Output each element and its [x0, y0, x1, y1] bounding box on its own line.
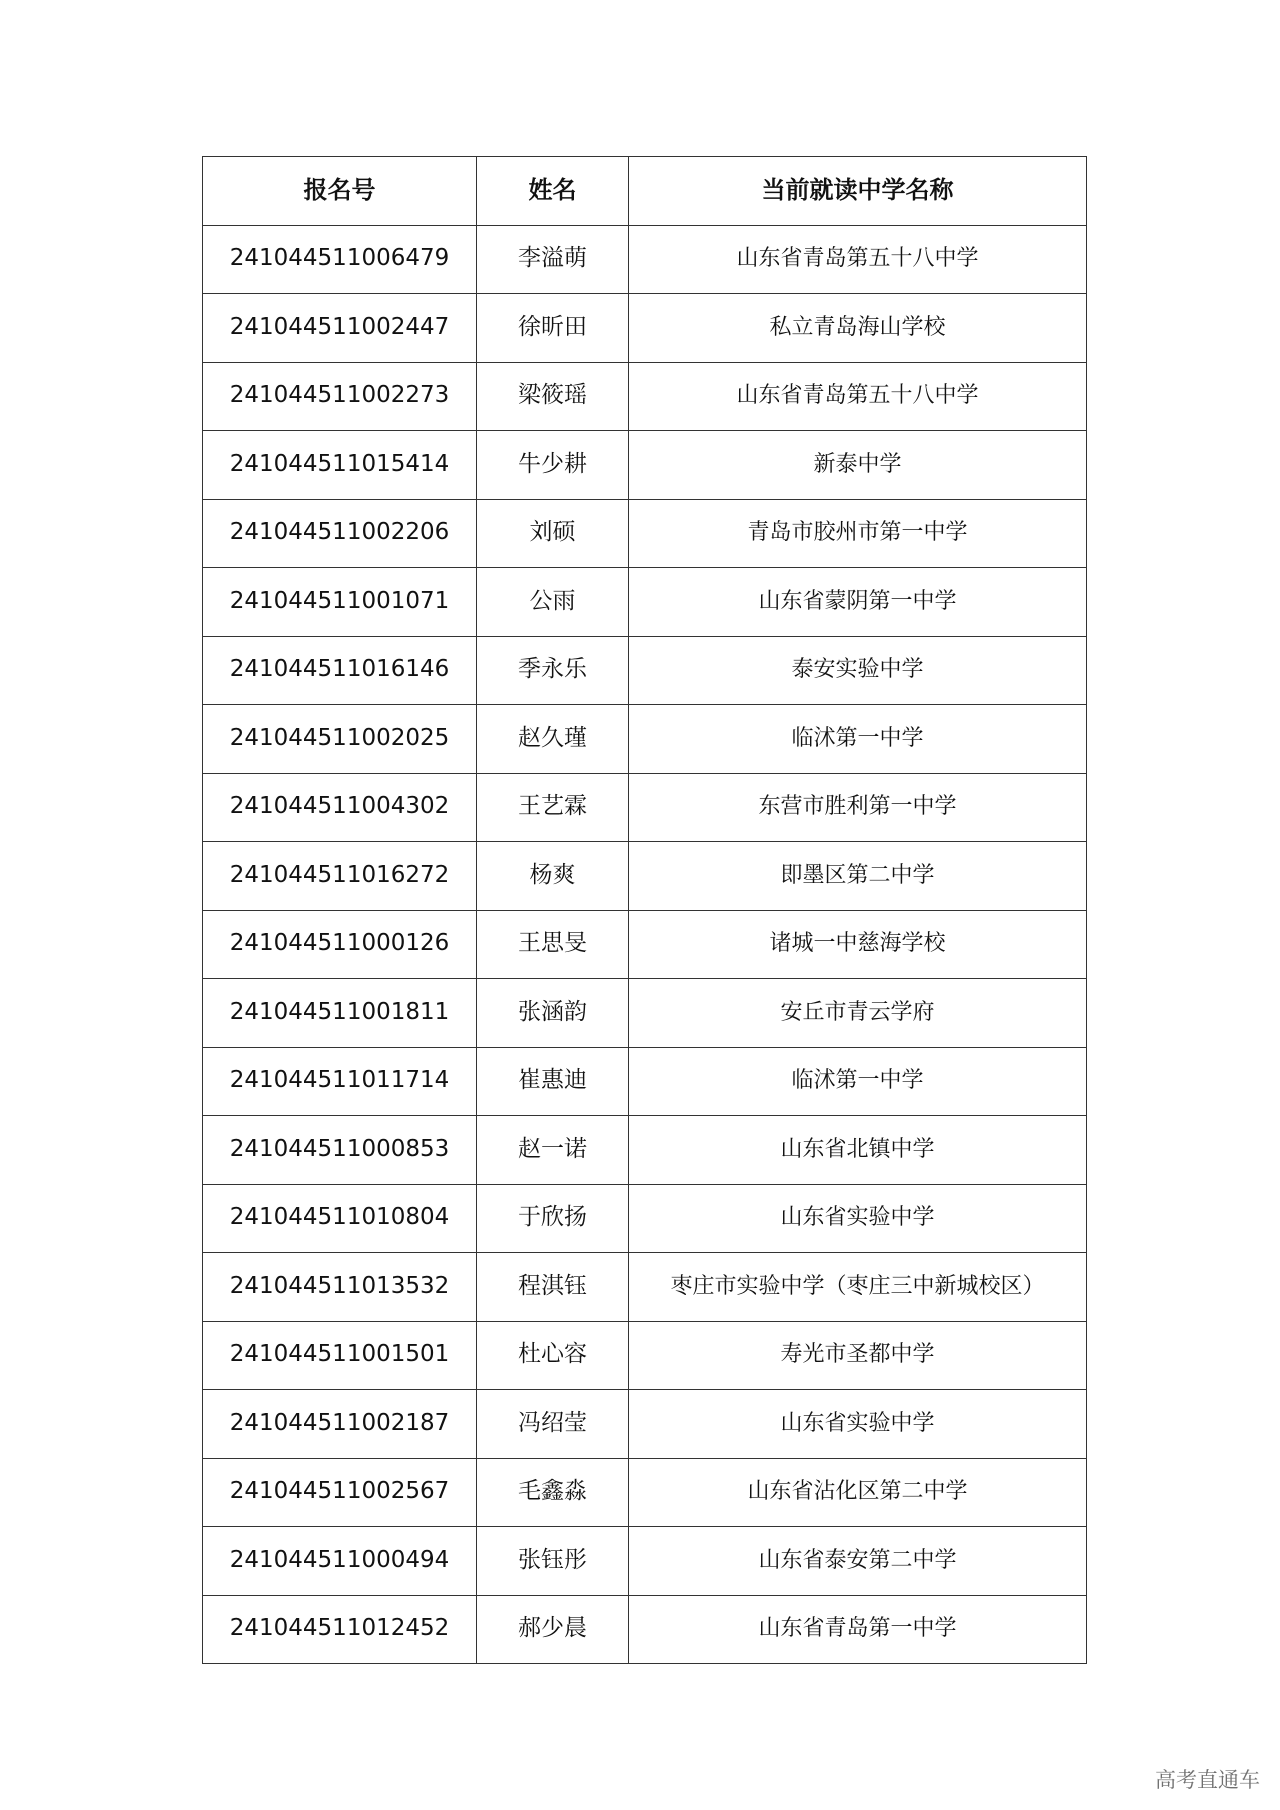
table-header-row — [203, 157, 1087, 226]
cell-school-name: 安丘市青云学府 — [629, 979, 1087, 1048]
table-row — [203, 1390, 1087, 1459]
cell-registration-number: 241044511002206 — [203, 499, 477, 568]
header-name: 姓名 — [477, 157, 629, 226]
cell-school-name: 新泰中学 — [629, 431, 1087, 500]
cell-registration-number: 241044511011714 — [203, 1047, 477, 1116]
cell-registration-number: 241044511016272 — [203, 842, 477, 911]
table-row — [203, 1116, 1087, 1185]
cell-student-name: 杨爽 — [477, 842, 629, 911]
cell-student-name: 于欣扬 — [477, 1184, 629, 1253]
cell-registration-number: 241044511006479 — [203, 225, 477, 294]
cell-school-name: 东营市胜利第一中学 — [629, 773, 1087, 842]
table-row — [203, 362, 1087, 431]
cell-student-name: 李溢萌 — [477, 225, 629, 294]
cell-registration-number: 241044511001501 — [203, 1321, 477, 1390]
table-row — [203, 705, 1087, 774]
cell-registration-number: 241044511001071 — [203, 568, 477, 637]
cell-school-name: 泰安实验中学 — [629, 636, 1087, 705]
cell-school-name: 临沭第一中学 — [629, 1047, 1087, 1116]
table-row — [203, 1595, 1087, 1664]
cell-school-name: 诸城一中慈海学校 — [629, 910, 1087, 979]
cell-school-name: 山东省泰安第二中学 — [629, 1527, 1087, 1596]
cell-school-name: 山东省实验中学 — [629, 1184, 1087, 1253]
table-row — [203, 842, 1087, 911]
table-row — [203, 1047, 1087, 1116]
cell-student-name: 刘硕 — [477, 499, 629, 568]
cell-school-name: 青岛市胶州市第一中学 — [629, 499, 1087, 568]
cell-student-name: 张涵韵 — [477, 979, 629, 1048]
table-row — [203, 910, 1087, 979]
cell-student-name: 毛鑫淼 — [477, 1458, 629, 1527]
cell-school-name: 临沭第一中学 — [629, 705, 1087, 774]
cell-student-name: 季永乐 — [477, 636, 629, 705]
header-school: 当前就读中学名称 — [629, 157, 1087, 226]
admission-roster-table — [202, 156, 1087, 1664]
table-body — [203, 225, 1087, 1664]
cell-registration-number: 241044511004302 — [203, 773, 477, 842]
cell-school-name: 枣庄市实验中学（枣庄三中新城校区） — [629, 1253, 1087, 1322]
cell-school-name: 山东省沾化区第二中学 — [629, 1458, 1087, 1527]
cell-school-name: 即墨区第二中学 — [629, 842, 1087, 911]
cell-registration-number: 241044511000126 — [203, 910, 477, 979]
cell-registration-number: 241044511012452 — [203, 1595, 477, 1664]
cell-registration-number: 241044511000494 — [203, 1527, 477, 1596]
cell-student-name: 赵久瑾 — [477, 705, 629, 774]
cell-school-name: 私立青岛海山学校 — [629, 294, 1087, 363]
table-row — [203, 979, 1087, 1048]
cell-school-name: 山东省实验中学 — [629, 1390, 1087, 1459]
cell-registration-number: 241044511002567 — [203, 1458, 477, 1527]
cell-student-name: 王思旻 — [477, 910, 629, 979]
cell-registration-number: 241044511015414 — [203, 431, 477, 500]
cell-student-name: 程淇钰 — [477, 1253, 629, 1322]
cell-registration-number: 241044511010804 — [203, 1184, 477, 1253]
cell-student-name: 牛少耕 — [477, 431, 629, 500]
cell-registration-number: 241044511013532 — [203, 1253, 477, 1322]
cell-student-name: 公雨 — [477, 568, 629, 637]
header-registration-number: 报名号 — [203, 157, 477, 226]
cell-school-name: 寿光市圣都中学 — [629, 1321, 1087, 1390]
cell-student-name: 赵一诺 — [477, 1116, 629, 1185]
cell-registration-number: 241044511000853 — [203, 1116, 477, 1185]
cell-registration-number: 241044511001811 — [203, 979, 477, 1048]
cell-school-name: 山东省青岛第一中学 — [629, 1595, 1087, 1664]
table-row — [203, 1527, 1087, 1596]
cell-student-name: 梁筱瑶 — [477, 362, 629, 431]
table-row — [203, 1184, 1087, 1253]
cell-student-name: 王艺霖 — [477, 773, 629, 842]
cell-registration-number: 241044511002187 — [203, 1390, 477, 1459]
cell-student-name: 崔惠迪 — [477, 1047, 629, 1116]
cell-student-name: 杜心容 — [477, 1321, 629, 1390]
cell-registration-number: 241044511016146 — [203, 636, 477, 705]
cell-student-name: 徐昕田 — [477, 294, 629, 363]
table-row — [203, 773, 1087, 842]
watermark-text: 高考直通车 — [1155, 1768, 1260, 1792]
table-row — [203, 1321, 1087, 1390]
cell-school-name: 山东省北镇中学 — [629, 1116, 1087, 1185]
table-row — [203, 1458, 1087, 1527]
table-row — [203, 225, 1087, 294]
cell-registration-number: 241044511002025 — [203, 705, 477, 774]
cell-school-name: 山东省青岛第五十八中学 — [629, 225, 1087, 294]
cell-school-name: 山东省蒙阴第一中学 — [629, 568, 1087, 637]
table-row — [203, 1253, 1087, 1322]
cell-school-name: 山东省青岛第五十八中学 — [629, 362, 1087, 431]
table-row — [203, 499, 1087, 568]
cell-student-name: 郝少晨 — [477, 1595, 629, 1664]
cell-student-name: 冯绍莹 — [477, 1390, 629, 1459]
table-row — [203, 294, 1087, 363]
cell-student-name: 张钰彤 — [477, 1527, 629, 1596]
table-row — [203, 431, 1087, 500]
cell-registration-number: 241044511002447 — [203, 294, 477, 363]
table-row — [203, 636, 1087, 705]
cell-registration-number: 241044511002273 — [203, 362, 477, 431]
table-row — [203, 568, 1087, 637]
